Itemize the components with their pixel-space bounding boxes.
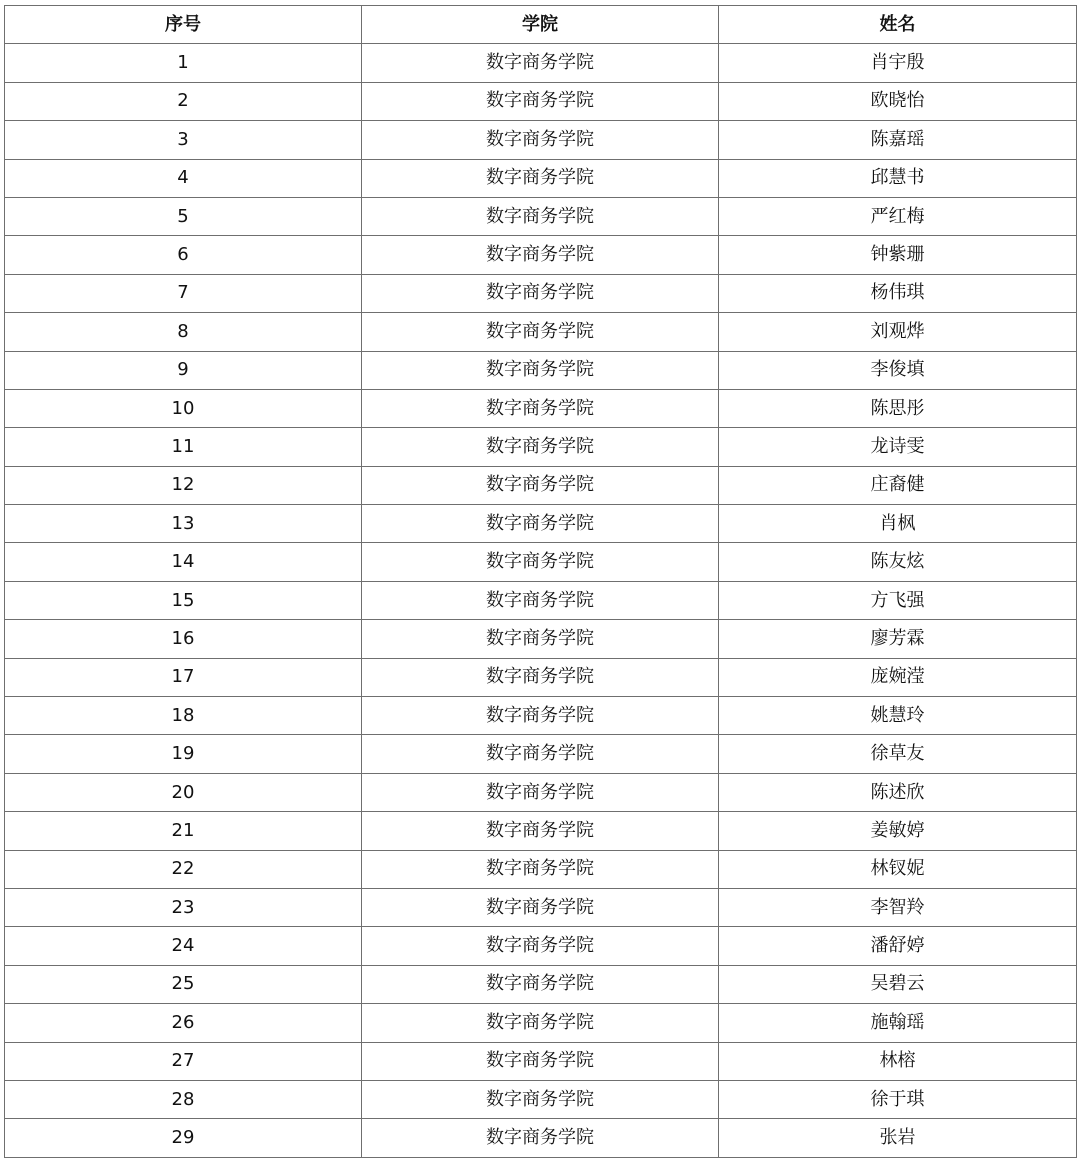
table-row xyxy=(5,927,1077,965)
cell-college: 数字商务学院 xyxy=(362,927,719,965)
cell-college: 数字商务学院 xyxy=(362,466,719,504)
cell-college: 数字商务学院 xyxy=(362,505,719,543)
cell-college: 数字商务学院 xyxy=(362,389,719,427)
cell-college: 数字商务学院 xyxy=(362,121,719,159)
cell-college: 数字商务学院 xyxy=(362,543,719,581)
cell-name: 陈思彤 xyxy=(719,389,1077,427)
cell-name: 欧晓怡 xyxy=(719,82,1077,120)
table-row xyxy=(5,1080,1077,1118)
roster-table-container xyxy=(4,5,1076,1158)
cell-college: 数字商务学院 xyxy=(362,82,719,120)
cell-index: 5 xyxy=(5,197,362,235)
cell-name: 徐于琪 xyxy=(719,1080,1077,1118)
table-row xyxy=(5,620,1077,658)
table-row xyxy=(5,543,1077,581)
cell-index: 16 xyxy=(5,620,362,658)
table-row xyxy=(5,773,1077,811)
cell-college: 数字商务学院 xyxy=(362,965,719,1003)
table-row xyxy=(5,351,1077,389)
cell-index: 19 xyxy=(5,735,362,773)
cell-index: 7 xyxy=(5,274,362,312)
cell-name: 龙诗雯 xyxy=(719,428,1077,466)
table-row xyxy=(5,82,1077,120)
table-row xyxy=(5,1119,1077,1157)
table-row xyxy=(5,812,1077,850)
cell-name: 姜敏婷 xyxy=(719,812,1077,850)
table-row xyxy=(5,1004,1077,1042)
table-row xyxy=(5,466,1077,504)
cell-college: 数字商务学院 xyxy=(362,581,719,619)
cell-name: 李智羚 xyxy=(719,888,1077,926)
table-row xyxy=(5,159,1077,197)
table-row xyxy=(5,121,1077,159)
cell-name: 邱慧书 xyxy=(719,159,1077,197)
cell-index: 11 xyxy=(5,428,362,466)
cell-name: 潘舒婷 xyxy=(719,927,1077,965)
cell-name: 肖宇殷 xyxy=(719,44,1077,82)
cell-college: 数字商务学院 xyxy=(362,1119,719,1157)
cell-index: 9 xyxy=(5,351,362,389)
table-row xyxy=(5,389,1077,427)
table-row xyxy=(5,888,1077,926)
cell-college: 数字商务学院 xyxy=(362,1080,719,1118)
cell-index: 24 xyxy=(5,927,362,965)
cell-college: 数字商务学院 xyxy=(362,274,719,312)
cell-name: 徐草友 xyxy=(719,735,1077,773)
cell-name: 张岩 xyxy=(719,1119,1077,1157)
cell-index: 29 xyxy=(5,1119,362,1157)
table-row xyxy=(5,44,1077,82)
cell-index: 21 xyxy=(5,812,362,850)
roster-table xyxy=(4,5,1077,1158)
cell-college: 数字商务学院 xyxy=(362,812,719,850)
cell-college: 数字商务学院 xyxy=(362,658,719,696)
cell-name: 钟紫珊 xyxy=(719,236,1077,274)
table-row xyxy=(5,581,1077,619)
cell-index: 20 xyxy=(5,773,362,811)
cell-name: 刘观烨 xyxy=(719,313,1077,351)
cell-index: 15 xyxy=(5,581,362,619)
cell-index: 1 xyxy=(5,44,362,82)
cell-name: 陈述欣 xyxy=(719,773,1077,811)
table-row xyxy=(5,1042,1077,1080)
cell-name: 廖芳霖 xyxy=(719,620,1077,658)
table-row xyxy=(5,697,1077,735)
cell-college: 数字商务学院 xyxy=(362,428,719,466)
cell-college: 数字商务学院 xyxy=(362,197,719,235)
cell-college: 数字商务学院 xyxy=(362,888,719,926)
table-body xyxy=(5,44,1077,1157)
cell-college: 数字商务学院 xyxy=(362,1042,719,1080)
cell-college: 数字商务学院 xyxy=(362,697,719,735)
cell-college: 数字商务学院 xyxy=(362,159,719,197)
table-row xyxy=(5,236,1077,274)
cell-index: 13 xyxy=(5,505,362,543)
cell-college: 数字商务学院 xyxy=(362,850,719,888)
cell-college: 数字商务学院 xyxy=(362,735,719,773)
cell-name: 姚慧玲 xyxy=(719,697,1077,735)
table-row xyxy=(5,313,1077,351)
cell-index: 23 xyxy=(5,888,362,926)
cell-index: 28 xyxy=(5,1080,362,1118)
cell-index: 25 xyxy=(5,965,362,1003)
header-college: 学院 xyxy=(362,6,719,44)
header-row xyxy=(5,6,1077,44)
cell-name: 林钗妮 xyxy=(719,850,1077,888)
header-name: 姓名 xyxy=(719,6,1077,44)
cell-index: 8 xyxy=(5,313,362,351)
table-row xyxy=(5,735,1077,773)
cell-name: 严红梅 xyxy=(719,197,1077,235)
cell-index: 27 xyxy=(5,1042,362,1080)
table-row xyxy=(5,965,1077,1003)
cell-name: 方飞强 xyxy=(719,581,1077,619)
cell-college: 数字商务学院 xyxy=(362,44,719,82)
cell-index: 2 xyxy=(5,82,362,120)
table-row xyxy=(5,658,1077,696)
cell-name: 陈嘉瑶 xyxy=(719,121,1077,159)
cell-index: 26 xyxy=(5,1004,362,1042)
header-index: 序号 xyxy=(5,6,362,44)
cell-index: 17 xyxy=(5,658,362,696)
table-row xyxy=(5,428,1077,466)
cell-index: 4 xyxy=(5,159,362,197)
cell-index: 10 xyxy=(5,389,362,427)
table-row xyxy=(5,274,1077,312)
table-row xyxy=(5,197,1077,235)
cell-college: 数字商务学院 xyxy=(362,620,719,658)
table-row xyxy=(5,850,1077,888)
cell-name: 庄裔健 xyxy=(719,466,1077,504)
cell-name: 施翰瑶 xyxy=(719,1004,1077,1042)
cell-index: 12 xyxy=(5,466,362,504)
cell-college: 数字商务学院 xyxy=(362,773,719,811)
cell-college: 数字商务学院 xyxy=(362,313,719,351)
cell-index: 18 xyxy=(5,697,362,735)
cell-index: 14 xyxy=(5,543,362,581)
cell-name: 吴碧云 xyxy=(719,965,1077,1003)
cell-index: 3 xyxy=(5,121,362,159)
cell-name: 庞婉滢 xyxy=(719,658,1077,696)
cell-college: 数字商务学院 xyxy=(362,1004,719,1042)
cell-name: 李俊填 xyxy=(719,351,1077,389)
cell-name: 陈友炫 xyxy=(719,543,1077,581)
cell-name: 林榕 xyxy=(719,1042,1077,1080)
cell-index: 22 xyxy=(5,850,362,888)
cell-index: 6 xyxy=(5,236,362,274)
cell-college: 数字商务学院 xyxy=(362,236,719,274)
cell-college: 数字商务学院 xyxy=(362,351,719,389)
cell-name: 肖枫 xyxy=(719,505,1077,543)
cell-name: 杨伟琪 xyxy=(719,274,1077,312)
table-header xyxy=(5,6,1077,44)
table-row xyxy=(5,505,1077,543)
